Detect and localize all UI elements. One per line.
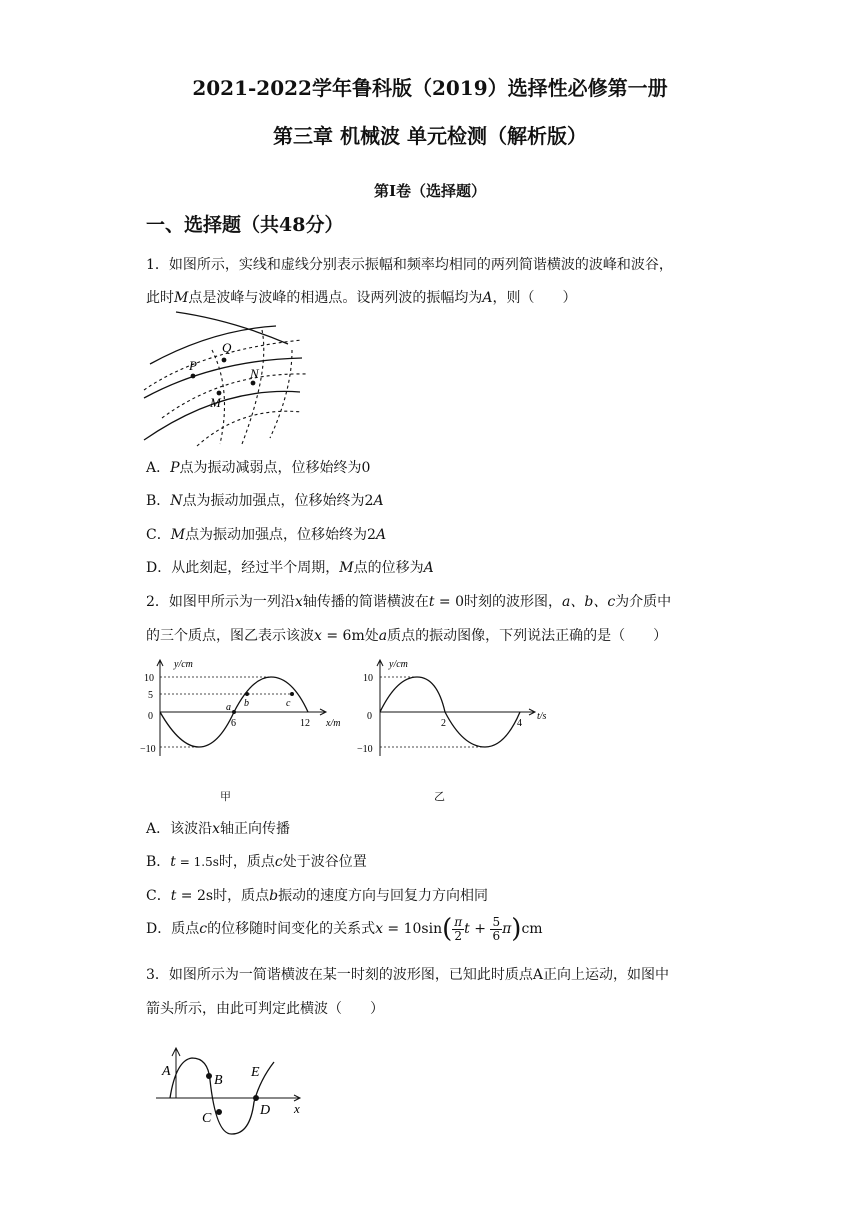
q2-eq: = 6m xyxy=(321,628,365,644)
part-label: 第Ⅰ卷（选择题） xyxy=(373,182,487,200)
option-op: + xyxy=(469,921,491,937)
option-eq: = 1.5s xyxy=(175,855,219,869)
option-var: x xyxy=(212,821,221,837)
q2-text: 为介质中 xyxy=(615,594,672,610)
label-a: A xyxy=(162,1064,171,1079)
x-tick: 6 xyxy=(231,718,236,729)
option-var: t xyxy=(170,854,176,870)
q1-text-2b: 点是波峰与波峰的相遇点。设两列波的振幅均为 xyxy=(188,290,483,306)
q2-text: 质点的振动图像，下列说法正确的是（ ） xyxy=(387,628,668,644)
y-tick: 0 xyxy=(367,711,372,722)
q2-var-abc: a、b、c xyxy=(562,594,616,610)
option-var-tail: A xyxy=(373,493,384,509)
label-q: Q xyxy=(222,340,232,355)
option-var: N xyxy=(170,493,183,509)
q2-number: 2． xyxy=(146,594,169,610)
label-m: M xyxy=(210,395,221,410)
option-unit: cm xyxy=(521,921,543,937)
label-a: a xyxy=(226,702,231,713)
option-letter: D． xyxy=(146,560,172,576)
x-tick: 4 xyxy=(517,718,522,729)
option-var-tail: A xyxy=(423,560,434,576)
caption-jia: 甲 xyxy=(220,790,231,803)
option-letter: C． xyxy=(146,527,171,543)
option-text-2: 点的位移为 xyxy=(353,560,424,576)
q1-text-2a: 此时 xyxy=(146,290,174,306)
q3-line2 xyxy=(146,998,384,1018)
document-title-line2: 第三章 机械波 单元检测（解析版） xyxy=(273,124,587,148)
q1-option-c xyxy=(146,524,386,544)
q2-var-a: a xyxy=(378,628,388,644)
option-text: 处于波谷位置 xyxy=(282,854,367,870)
q1-var-m: M xyxy=(174,290,189,306)
option-letter: C． xyxy=(146,888,171,904)
option-text: 点为振动加强点，位移始终为2 xyxy=(182,493,374,509)
option-letter: A． xyxy=(146,460,171,476)
option-var: t xyxy=(464,921,470,937)
y-tick: −10 xyxy=(357,744,373,755)
q2-var-x: x xyxy=(294,594,303,610)
document-title-line1: 2021-2022学年鲁科版（2019）选择性必修第一册 xyxy=(192,76,668,100)
q1-text-1: 如图所示，实线和虚线分别表示振幅和频率均相同的两列简谐横波的波峰和波谷， xyxy=(168,257,673,273)
q2-option-b xyxy=(146,851,367,871)
option-text: 的位移随时间变化的关系式 xyxy=(207,921,376,937)
label-e: E xyxy=(251,1065,260,1080)
x-axis-label: t/s xyxy=(537,711,547,722)
y-axis-label: y/cm xyxy=(389,659,408,670)
q2-text: 轴传播的简谐横波在 xyxy=(302,594,429,610)
option-var: π xyxy=(502,921,512,937)
x-axis-label: x xyxy=(294,1101,300,1116)
option-var: P xyxy=(170,460,180,476)
x-tick: 2 xyxy=(441,718,446,729)
option-text: 点为振动加强点，位移始终为2 xyxy=(185,527,376,543)
q2-option-a xyxy=(146,818,290,838)
q1-option-b xyxy=(146,490,384,510)
option-letter: B． xyxy=(146,493,171,509)
option-var: M xyxy=(339,560,354,576)
option-var: c xyxy=(199,921,208,937)
option-var: t xyxy=(170,888,177,904)
left-paren: ( xyxy=(442,914,453,944)
option-text: 该波沿 xyxy=(170,821,213,837)
q2-eq: = 0 xyxy=(434,594,465,610)
option-letter: A． xyxy=(146,821,171,837)
q2-var-x: x xyxy=(314,628,322,644)
x-axis-label: x/m xyxy=(326,718,341,729)
q1-line2 xyxy=(146,287,576,307)
option-eq: = 10sin xyxy=(382,921,443,937)
x-tick: 12 xyxy=(300,718,310,729)
right-paren: ) xyxy=(511,914,522,944)
q1-number: 1． xyxy=(146,257,169,273)
point-a xyxy=(232,710,236,714)
q1-var-a: A xyxy=(482,290,493,306)
q3-text: 如图所示为一简谐横波在某一时刻的波形图，已知此时质点A正向上运动，如图中 xyxy=(168,967,670,983)
q3-text: 箭头所示，由此可判定此横波（ ） xyxy=(146,1001,384,1017)
q1-text-2c: ，则（ ） xyxy=(492,290,577,306)
option-text: 时，质点 xyxy=(213,888,270,904)
q2-text: 时刻的波形图， xyxy=(464,594,563,610)
q1-solid-crests xyxy=(144,312,302,440)
y-axis-label: y/cm xyxy=(174,659,193,670)
point-n xyxy=(251,381,256,386)
q3-wave-figure xyxy=(150,1040,320,1140)
option-letter: D． xyxy=(146,921,172,937)
q1-line1 xyxy=(146,254,673,274)
point-c xyxy=(290,692,294,696)
q2-text: 的三个质点，图乙表示该波 xyxy=(146,628,314,644)
q2-option-c xyxy=(146,885,488,905)
q1-interference-figure xyxy=(142,310,312,448)
label-b: b xyxy=(244,698,249,709)
label-p: P xyxy=(189,358,197,373)
option-text: 时，质点 xyxy=(218,854,275,870)
y-tick: 0 xyxy=(148,711,153,722)
q3-line1 xyxy=(146,964,669,984)
label-d: D xyxy=(260,1103,271,1118)
y-tick: 5 xyxy=(148,690,153,701)
point-c xyxy=(216,1109,222,1115)
q1-option-a xyxy=(146,457,370,477)
option-var: x xyxy=(375,921,383,937)
option-var: b xyxy=(269,888,279,904)
q2-var-t: t xyxy=(428,594,435,610)
q1-option-d xyxy=(146,557,434,577)
option-letter: B． xyxy=(146,854,171,870)
point-d xyxy=(253,1095,259,1101)
q2-text: 如图甲所示为一列沿 xyxy=(168,594,295,610)
option-text: 从此刻起，经过半个周期， xyxy=(171,560,340,576)
option-text: 轴正向传播 xyxy=(220,821,291,837)
y-tick: 10 xyxy=(144,673,154,684)
point-b xyxy=(206,1073,212,1079)
point-q xyxy=(222,358,227,363)
option-var-tail: A xyxy=(375,527,387,543)
fraction-pi-over-2: $\frac{\pi}{2}$ xyxy=(454,914,463,943)
q3-number: 3． xyxy=(146,967,169,983)
option-eq: = 2s xyxy=(176,888,214,904)
q2-line2 xyxy=(146,625,667,645)
y-tick: 10 xyxy=(363,673,373,684)
option-text: 振动的速度方向与回复力方向相同 xyxy=(278,888,489,904)
label-c: c xyxy=(286,698,291,709)
point-b xyxy=(245,692,249,696)
y-tick: −10 xyxy=(140,744,156,755)
section-title: 一、选择题（共48分） xyxy=(146,214,344,236)
option-var: M xyxy=(170,527,186,543)
point-p xyxy=(191,374,196,379)
fraction-5-over-6: $\frac{5}{6}$ xyxy=(492,914,501,943)
q2-line1 xyxy=(146,591,671,611)
label-n: N xyxy=(250,366,259,381)
option-text: 点为振动减弱点，位移始终为0 xyxy=(179,460,371,476)
label-b: B xyxy=(214,1073,223,1088)
caption-yi: 乙 xyxy=(434,790,445,803)
option-text: 质点 xyxy=(171,921,200,937)
label-c: C xyxy=(202,1111,212,1126)
option-var: c xyxy=(274,854,283,870)
q2-fig-yi xyxy=(355,656,555,760)
q2-fig-jia xyxy=(140,656,350,760)
q2-text: 处 xyxy=(364,628,379,644)
q2-option-d xyxy=(146,914,543,944)
